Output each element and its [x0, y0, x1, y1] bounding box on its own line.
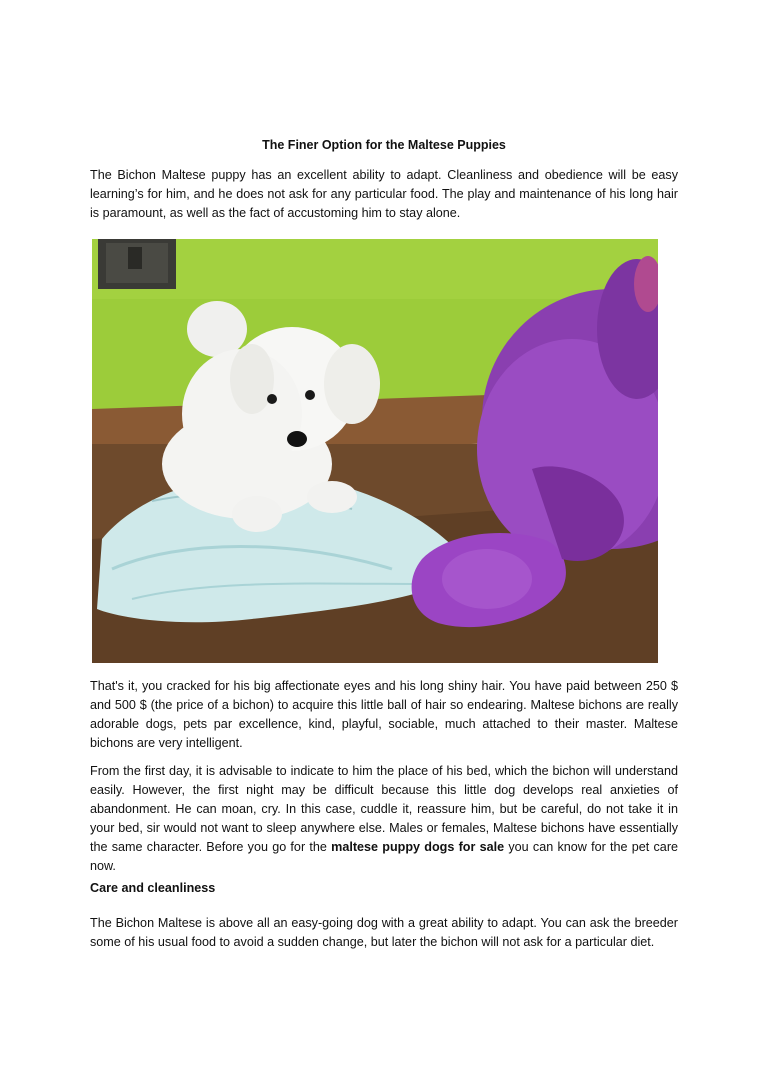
- first-day-text-end: you can know for the pet care now.: [90, 840, 679, 873]
- price-paragraph: That's it, you cracked for his big affectionate eyes and his long shiny hair. You have paid between 250 $ and 500 $ (the price of a bichon) to acquire this little ball of hair so endearing. Maltese bichons are really adorable dogs, pets par excellence, kind, playful, sociable, much attached to their master. Maltese bichons are very intelligent.: [90, 679, 678, 750]
- intro-paragraph: The Bichon Maltese puppy has an excellent ability to adapt. Cleanliness and obedience will be easy learning’s for him, and he does not ask for any particular food. The play and maintenance of his long hair is paramount, as well as the fact of accustoming him to stay alone.: [90, 168, 678, 220]
- care-paragraph: The Bichon Maltese is above all an easy-going dog with a great ability to adapt. You can ask the breeder some of his usual food to avoid a sudden change, but later the bichon will not ask for a particular diet.: [90, 916, 678, 949]
- care-heading: Care and cleanliness: [90, 881, 216, 895]
- first-day-text: From the first day, it is advisable to indicate to him the place of his bed, which the bichon will understand easily. However, the first night may be difficult because this little dog develops real anxieties of abandonment. He can moan, cry. In this case, cuddle it, reassure him, but be careful, do not take it in your bed, sir would not want to sleep anywhere else. Males or females, Maltese bichons have essentially the same character. Before you go for the: [90, 764, 678, 854]
- document-title: The Finer Option for the Maltese Puppies: [262, 138, 506, 152]
- first-day-paragraph: [90, 762, 678, 876]
- keyword-link[interactable]: maltese puppy dogs for sale: [331, 840, 505, 854]
- maltese-puppy-photo: [92, 239, 658, 663]
